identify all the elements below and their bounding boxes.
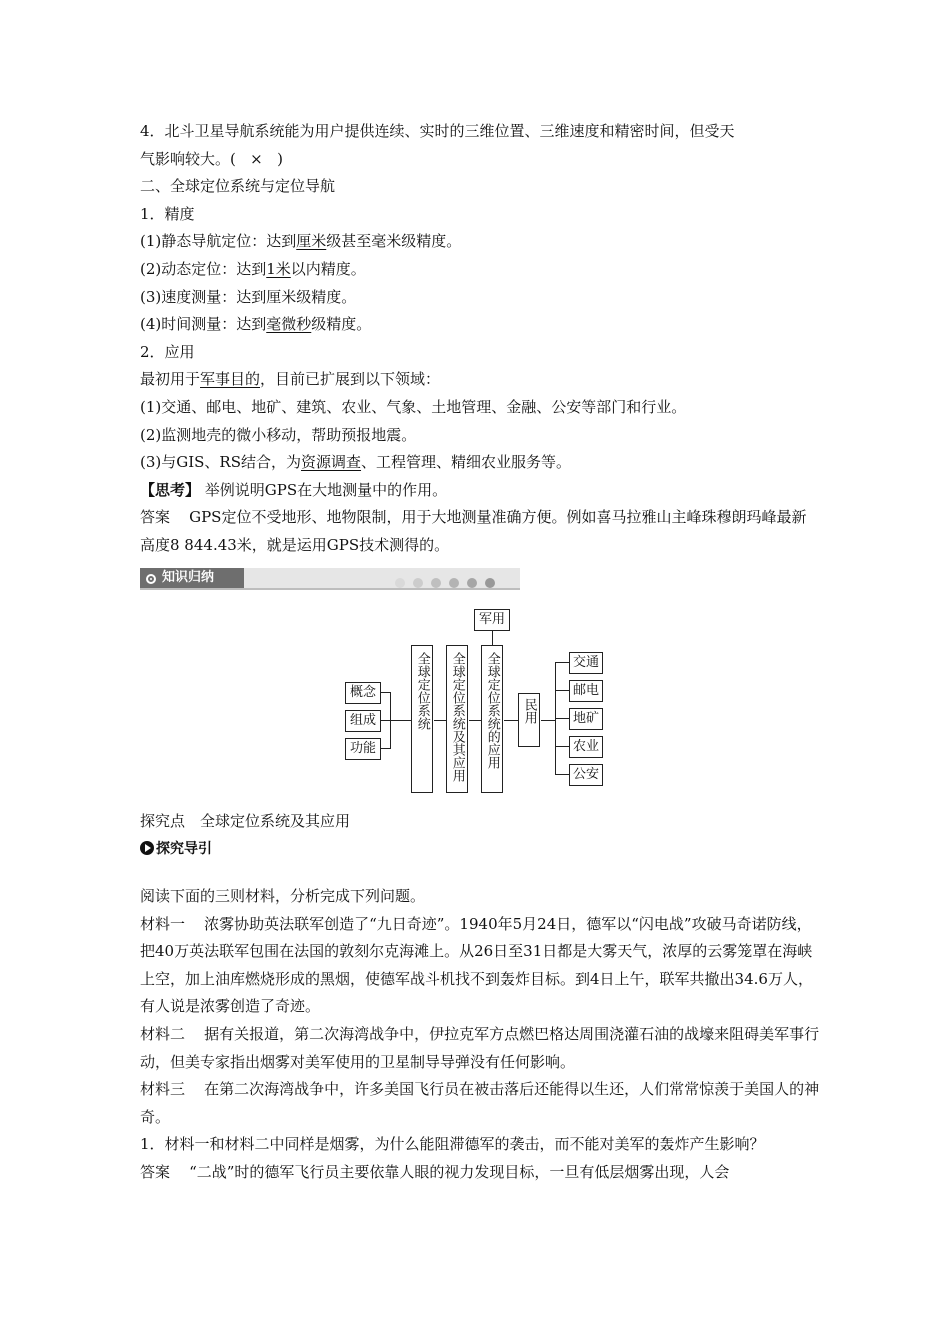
lower-text-block: [140, 883, 820, 1187]
diagram-box-police: 公安: [569, 764, 603, 786]
connector: [555, 718, 569, 719]
banner-dots: [395, 573, 503, 592]
precision-4-underlined: 毫微秒: [266, 315, 312, 334]
precision-2-prefix: (2)动态定位：达到: [140, 259, 267, 278]
think-answer-text: GPS定位不受地形、地物限制，用于大地测量准确方便。例如喜马拉雅山主峰珠穆朗玛峰最新高度8 844.43米，就是运用GPS技术测得的。: [140, 508, 807, 554]
answer-1: [140, 1159, 820, 1187]
precision-item-1: [140, 228, 820, 256]
connector: [434, 720, 446, 721]
precision-1-suffix: 级甚至毫米级精度。: [326, 232, 462, 251]
connector: [469, 720, 481, 721]
diagram-box-gps-application: 全球定位系统的应用: [481, 645, 503, 793]
precision-1-prefix: (1)静态导航定位：达到: [140, 232, 297, 251]
diagram-box-gps-and-application: 全球定位系统及其应用: [446, 645, 468, 793]
connector: [555, 774, 569, 775]
material-1-text: 浓雾协助英法联军创造了“九日奇迹”。1940年5月24日，德军以“闪电战”攻破马奇诺防线，把40万英法联军包围在法国的敦刻尔克海滩上。从26日至31日都是大雾天气，浓厚的云雾笼罩在海峡上空，加上油库燃烧形成的黑烟，使德军战斗机找不到轰炸目标。到4日上午，联军共撤出34.6万人，有人说是浓雾创造了奇迹。: [140, 914, 813, 1016]
connector: [541, 720, 555, 721]
diagram-box-mining: 地矿: [569, 708, 603, 730]
precision-2-underlined: 1米: [266, 259, 291, 278]
application-3-suffix: 、工程管理、精细农业服务等。: [361, 453, 572, 472]
knowledge-summary-banner: [140, 568, 520, 590]
precision-item-4: [140, 311, 820, 339]
connector: [555, 690, 569, 691]
think-question: [140, 477, 820, 505]
explore-point-title: 探究点 全球定位系统及其应用: [140, 812, 351, 830]
diagram-box-military: 军用: [474, 609, 510, 631]
banner-title: 知识归纳: [162, 570, 215, 585]
material-1: [140, 911, 820, 1021]
diagram-box-gps: 全球定位系统: [411, 645, 433, 793]
think-label: 【思考】: [140, 480, 201, 499]
precision-item-2: [140, 256, 820, 284]
diagram-box-concept: 概念: [345, 682, 381, 704]
question-1: 1．材料一和材料二中同样是烟雾，为什么能阻滞德军的袭击，而不能对美军的轰炸产生影响？: [140, 1135, 765, 1154]
banner-dot: [449, 578, 459, 588]
connector: [380, 692, 390, 693]
connector: [492, 630, 493, 645]
question-4-close-paren: ): [277, 149, 283, 168]
material-3: [140, 1076, 820, 1131]
banner-dot: [485, 578, 495, 588]
material-2-label: 材料二: [140, 1024, 186, 1043]
upper-text-block: [140, 118, 820, 560]
application-item-2: (2)监测地壳的微小移动，帮助预报地震。: [140, 425, 417, 444]
connector: [390, 720, 411, 721]
precision-1-underlined: 厘米: [296, 232, 327, 251]
application-intro: [140, 366, 820, 394]
material-3-text: 在第二次海湾战争中，许多美国飞行员在被击落后还能得以生还，人们常常惊羡于美国人的神奇。: [140, 1080, 820, 1126]
banner-dot: [395, 578, 405, 588]
explore-guide-heading: [140, 838, 212, 858]
diagram-box-civil: 民用: [518, 693, 540, 747]
play-circle-icon: [140, 841, 154, 855]
connector: [380, 748, 390, 749]
connector: [555, 662, 569, 663]
precision-4-prefix: (4)时间测量：达到: [140, 315, 267, 334]
think-answer-label: 答案: [140, 508, 171, 527]
application-intro-prefix: 最初用于: [140, 370, 201, 389]
material-2-text: 据有关报道，第二次海湾战争中，伊拉克军方点燃巴格达周围浇灌石油的战壕来阻碍美军事行动，但美专家指出烟雾对美军使用的卫星制导导弹没有任何影响。: [140, 1024, 820, 1071]
material-1-label: 材料一: [140, 914, 186, 933]
application-intro-suffix: ，目前已扩展到以下领域：: [260, 370, 441, 389]
answer-1-text: “二战”时的德军飞行员主要依靠人眼的视力发现目标，一旦有低层烟雾出现，人会: [189, 1162, 730, 1181]
connector: [555, 746, 569, 747]
explore-guide-text: 探究导引: [156, 841, 212, 857]
material-2: [140, 1021, 820, 1076]
heading-application: 2．应用: [140, 342, 195, 361]
precision-item-3: (3)速度测量：达到厘米级精度。: [140, 287, 357, 306]
precision-2-suffix: 以内精度。: [290, 259, 366, 278]
question-4-continued: [140, 146, 820, 174]
heading-precision: 1．精度: [140, 204, 195, 223]
application-3-prefix: (3)与GIS、RS结合，为: [140, 453, 302, 472]
application-item-3: [140, 449, 820, 477]
diagram-box-agriculture: 农业: [569, 736, 603, 758]
application-intro-underlined: 军事目的: [200, 370, 261, 389]
banner-dot: [467, 578, 477, 588]
application-item-1: (1)交通、邮电、地矿、建筑、农业、气象、土地管理、金融、公安等部门和行业。: [140, 397, 687, 416]
question-4-cont-text: 气影响较大。(: [140, 149, 236, 168]
question-4: [140, 118, 820, 146]
answer-1-label: 答案: [140, 1162, 171, 1181]
diagram-box-post: 邮电: [569, 680, 603, 702]
think-answer: [140, 504, 820, 559]
knowledge-diagram: [335, 605, 615, 795]
banner-dot: [431, 578, 441, 588]
question-4-text: 4．北斗卫星导航系统能为用户提供连续、实时的三维位置、三维速度和精密时间，但受天: [140, 122, 735, 140]
reading-intro: 阅读下面的三则材料，分析完成下列问题。: [140, 887, 426, 905]
section-heading-gps: 二、全球定位系统与定位导航: [140, 177, 336, 196]
connector: [504, 720, 518, 721]
precision-4-suffix: 级精度。: [311, 315, 372, 334]
application-3-underlined: 资源调查: [301, 453, 362, 472]
banner-dot: [413, 578, 423, 588]
material-3-label: 材料三: [140, 1080, 186, 1099]
banner-tab: [140, 568, 244, 588]
diagram-box-function: 功能: [345, 738, 381, 760]
connector: [380, 720, 390, 721]
target-icon: [146, 574, 156, 584]
question-4-answer-mark: ×: [250, 149, 263, 168]
think-text: 举例说明GPS在大地测量中的作用。: [204, 480, 448, 499]
diagram-box-composition: 组成: [345, 710, 381, 732]
diagram-box-transport: 交通: [569, 652, 603, 674]
